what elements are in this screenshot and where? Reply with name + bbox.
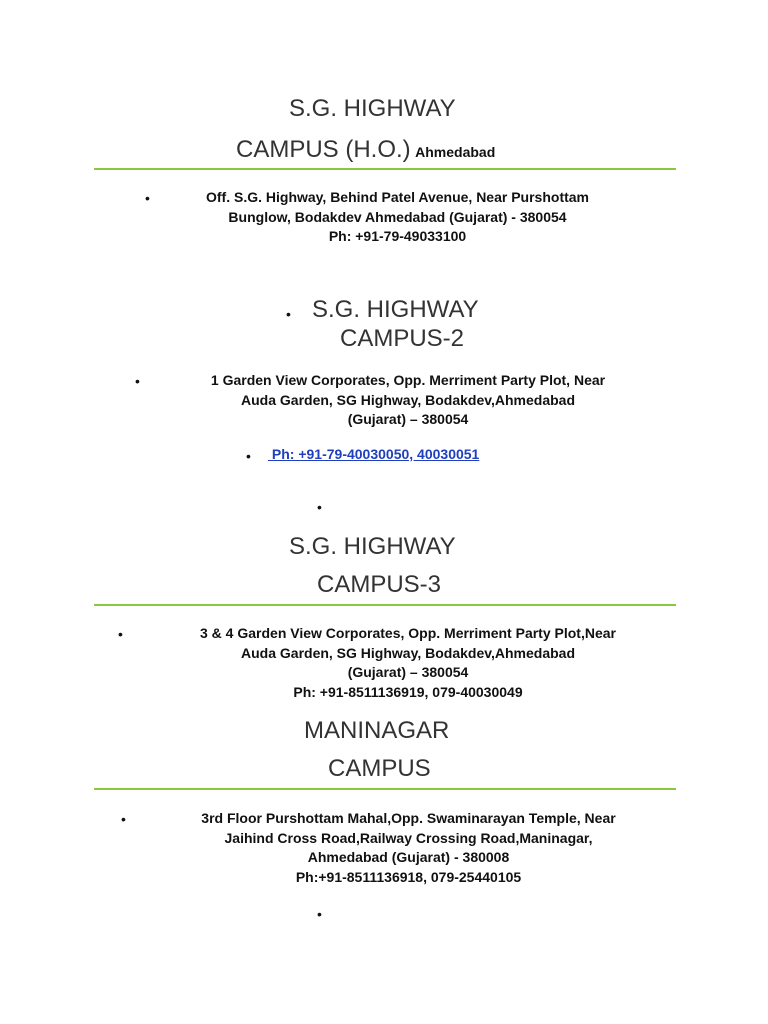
maninagar-address-line-3: Ahmedabad (Gujarat) - 380008 [307, 849, 510, 865]
campus2-address [150, 371, 666, 430]
campus2-address-line-3: (Gujarat) – 380054 [347, 411, 469, 427]
ho-address-line-1: Off. S.G. Highway, Behind Patel Avenue, Near Purshottam [206, 189, 589, 205]
maninagar-address-line-4: Ph:+91-8511136918, 079-25440105 [295, 868, 522, 885]
campus2-address-line-2: Auda Garden, SG Highway, Bodakdev,Ahmedabad [241, 391, 575, 408]
campus2-phone-bullet: • [246, 448, 251, 464]
ho-address-line-2: Bunglow, Bodakdev Ahmedabad (Gujarat) - 380054 [228, 208, 567, 225]
ho-address-line-3: Ph: +91-79-49033100 [328, 228, 467, 244]
maninagar-title-line1: MANINAGAR [304, 717, 450, 744]
ho-divider [94, 168, 676, 170]
empty-bullet-1: • [317, 499, 322, 515]
maninagar-address [136, 809, 681, 887]
maninagar-address-line-1: 3rd Floor Purshottam Mahal,Opp. Swaminarayan Temple, Near [201, 810, 616, 826]
campus3-title-line2: CAMPUS-3 [317, 571, 442, 598]
ho-title-city: Ahmedabad [415, 144, 496, 160]
campus3-address [133, 624, 683, 702]
ho-address [160, 188, 635, 247]
maninagar-address-bullet: • [121, 811, 126, 827]
campus3-title-line1: S.G. HIGHWAY [289, 533, 456, 560]
ho-title-campus: CAMPUS (H.O.) [236, 136, 411, 163]
ho-bullet: • [145, 190, 150, 206]
ho-title-line1: S.G. HIGHWAY [289, 95, 456, 122]
campus2-address-bullet: • [135, 373, 140, 389]
maninagar-divider [94, 788, 676, 790]
campus3-address-line-3: (Gujarat) – 380054 [347, 664, 469, 680]
campus2-title-line1: S.G. HIGHWAY [312, 296, 479, 323]
campus3-address-line-2: Auda Garden, SG Highway, Bodakdev,Ahmedabad [241, 644, 575, 661]
campus2-address-line-1: 1 Garden View Corporates, Opp. Merriment Party Plot, Near [210, 372, 606, 388]
campus3-divider [94, 604, 676, 606]
campus3-address-line-4: Ph: +91-8511136919, 079-40030049 [293, 683, 523, 700]
maninagar-address-line-2: Jaihind Cross Road,Railway Crossing Road,Maninagar, [224, 829, 593, 846]
campus3-address-line-1: 3 & 4 Garden View Corporates, Opp. Merriment Party Plot,Near [200, 625, 616, 641]
campus2-title-bullet: • [286, 306, 291, 322]
campus2-phone-link[interactable]: Ph: +91-79-40030050, 40030051 [268, 446, 480, 462]
campus3-address-bullet: • [118, 626, 123, 642]
maninagar-title-line2: CAMPUS [328, 755, 431, 782]
ho-title-line2 [236, 136, 495, 164]
campus2-title-line2: CAMPUS-2 [340, 325, 465, 352]
empty-bullet-2: • [317, 906, 322, 922]
